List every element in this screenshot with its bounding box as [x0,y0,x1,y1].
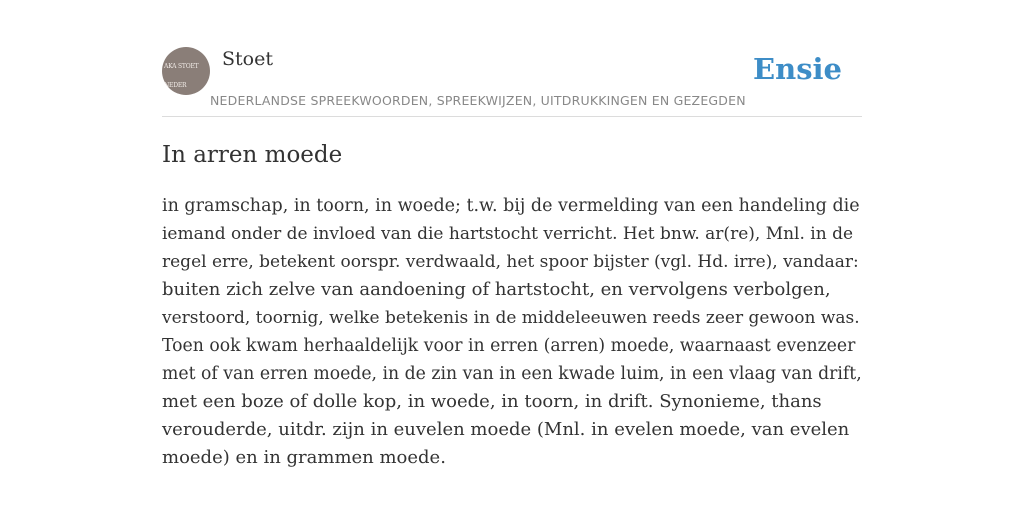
author-name[interactable]: Stoet [222,48,273,70]
body-line: regel erre, betekent oorspr. verdwaald, het spoor bijster (vgl. Hd. irre), vandaar: [162,252,859,272]
body-line: moede) en in grammen moede. [162,447,446,468]
header [162,46,862,117]
body-line: iemand onder de invloed van die hartstocht verricht. Het bnw. ar(re), Mnl. in de [162,224,854,244]
avatar-text-line: NEDER [164,82,187,90]
page-title: In arren moede [162,142,343,168]
source-subtitle[interactable]: NEDERLANDSE SPREEKWOORDEN, SPREEKWIJZEN, UITDRUKKINGEN EN GEZEGDEN [210,93,746,108]
avatar-text-line: AKA STOET [164,63,199,71]
body-line: buiten zich zelve van aandoening of hartstocht, en vervolgens verbolgen, [162,279,831,300]
body-line: verstoord, toornig, welke betekenis in de middeleeuwen reeds zeer gewoon was. [162,308,860,328]
avatar[interactable] [162,47,210,95]
body-line: in gramschap, in toorn, in woede; t.w. bij de vermelding van een handeling die [162,196,860,216]
ensie-logo[interactable]: Ensie [753,52,842,86]
entry-body [162,192,862,472]
body-line: met of van erren moede, in de zin van in een kwade luim, in een vlaag van drift, [162,364,862,384]
body-line: Toen ook kwam herhaaldelijk voor in erren (arren) moede, waarnaast evenzeer [162,336,856,356]
body-line: met een boze of dolle kop, in woede, in toorn, in drift. Synonieme, thans [162,391,822,412]
body-line: verouderde, uitdr. zijn in euvelen moede (Mnl. in evelen moede, van evelen [162,419,850,440]
